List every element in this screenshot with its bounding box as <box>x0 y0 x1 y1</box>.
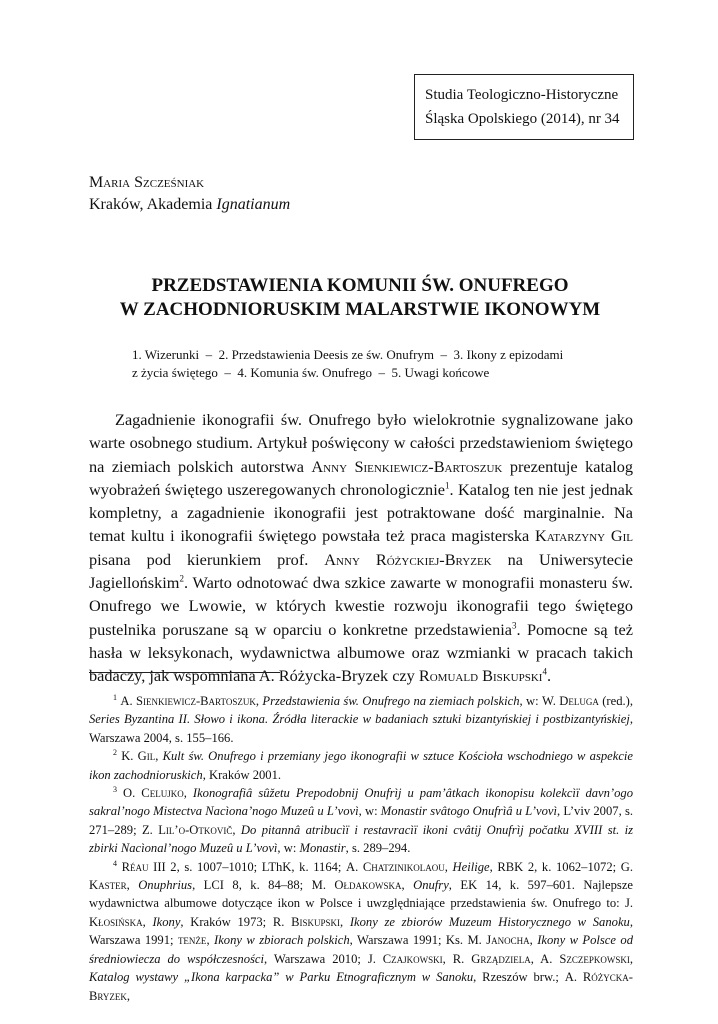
text-run: , <box>142 914 153 929</box>
text-run: , Warszawa 1991; Ks. <box>349 933 468 948</box>
text-run: , <box>155 749 163 764</box>
text-run: , Warszawa 1991; <box>89 914 633 948</box>
footnote-number: 1 <box>113 692 117 702</box>
text-run: , L’viv 2007, s. 271–289; <box>89 804 633 837</box>
text-run: , w: <box>358 804 381 819</box>
text-run: Monastir <box>299 841 346 856</box>
text-run: Zagadnienie ikonografii św. Onufrego było wielokrotnie sygnalizowane jako warte osobnego studium. Artykuł poświęcony w całości przedstawieniom świętego na ziemiach polskich autorstwa <box>89 410 633 476</box>
journal-info-box <box>414 74 634 140</box>
text-run: A. Sienkiewicz-Bartoszuk <box>120 694 256 708</box>
text-run: . <box>546 666 552 686</box>
footnote-3 <box>89 784 633 858</box>
text-run: , <box>401 878 414 893</box>
text-run: Ikony w Polsce od średniowiecza do współczesności <box>89 933 633 966</box>
text-run: Monastir svâtogo Onufrìâ u L’vovì <box>380 804 557 819</box>
text-run: , <box>206 933 214 948</box>
text-run: Do pitannâ atribucìï i restavracìï ikoni cvâtij Onufrìj počatku XVIII st. iz zbirki Nacìonal’nogo Muzeû u L’vovì <box>89 822 634 856</box>
journal-name: Studia Teologiczno-Historyczne <box>425 87 619 103</box>
text-run: Ikony ze zbiorów Muzeum Historycznego w Sanoku <box>349 914 630 929</box>
footnote-ref[interactable]: 4 <box>542 666 547 677</box>
text-run: pisana pod kierunkiem prof. <box>89 549 325 569</box>
text-run: Katalog wystawy „Ikona karpacka” w Parku Etnograficznym w Sanoku <box>89 970 474 985</box>
author-affiliation <box>89 194 290 216</box>
text-run: Z. Lil’o-Otkovič <box>141 822 233 837</box>
text-run: , <box>126 988 131 1003</box>
author-reference: Romuald Biskupski <box>418 666 543 686</box>
text-run: , w: <box>519 694 543 708</box>
text-run: , Warszawa 2004, s. 155–166. <box>89 712 633 745</box>
text-run: O. Celujko <box>123 786 184 801</box>
author-block <box>89 172 290 216</box>
footnote-number: 3 <box>113 784 117 794</box>
contents-line-2: z życia świętego – 4. Komunia św. Onufrego – 5. Uwagi końcowe <box>132 365 490 380</box>
affiliation-institution: Ignatianum <box>216 196 291 213</box>
footnote-divider <box>89 672 280 673</box>
text-run: tenże <box>177 933 207 948</box>
journal-issue: Śląska Opolskiego (2014), nr 34 <box>425 111 620 127</box>
footnote-ref[interactable]: 3 <box>511 620 517 631</box>
text-run: , <box>339 914 350 929</box>
text-run: , Kraków 2001. <box>202 767 282 782</box>
author-reference: Anny Sienkiewicz-Bartoszuk <box>311 456 503 476</box>
text-run: Onuphrius <box>138 878 193 893</box>
author-name: Maria Szcześniak <box>89 174 205 191</box>
text-run: Onufry <box>413 878 449 893</box>
text-run: J. Kłosińska <box>89 896 633 929</box>
text-run: , <box>629 951 634 966</box>
text-run: , Kraków 1973; <box>180 914 273 929</box>
text-run: III 2, s. 1007–1010; LThK, k. 1164; <box>148 859 347 874</box>
text-run: , <box>183 786 193 801</box>
text-run: K. Gil <box>121 749 156 764</box>
text-run: Przedstawienia św. Onufrego na ziemiach polskich <box>262 694 520 708</box>
text-run: , Rzeszów brw.; <box>473 970 565 985</box>
affiliation-text: Kraków, Akademia <box>89 196 217 213</box>
text-run: Ikony w zbiorach polskich <box>214 933 350 948</box>
text-run: , Warszawa 2010; <box>264 951 368 966</box>
text-run: , <box>255 694 263 708</box>
footnotes <box>89 692 633 1005</box>
body-text <box>89 408 633 688</box>
article-title <box>60 274 660 322</box>
text-run: , LCI 8, k. 84–88; <box>192 878 312 893</box>
text-run: . Warto odnotować dwa szkice zawarte w monografii monasteru św. Onufrego we Lwowie, w których kwestie rozwoju ikonografii tego świętego pustelnika poruszane są w oparciu o konkretne przedstawienia <box>89 573 633 639</box>
text-run: Heilige <box>452 859 490 874</box>
text-run: G. Kaster <box>89 859 634 893</box>
footnote-ref[interactable]: 1 <box>444 480 450 491</box>
text-run: Series Byzantina II. Słowo i ikona. Źródła literackie w badaniach sztuki bizantyńskiej i postbizantyńskiej <box>89 712 630 727</box>
text-run: , s. 289–294. <box>345 841 411 856</box>
title-line-1: PRZEDSTAWIENIA KOMUNII ŚW. ONUFREGO <box>151 275 569 296</box>
footnote-4 <box>89 858 633 1005</box>
text-run: M. Ołdakowska <box>311 878 402 893</box>
footnote-1 <box>89 692 633 747</box>
author-reference: Anny Różyckiej-Bryzek <box>324 549 492 569</box>
footnote-2 <box>89 747 633 784</box>
text-run: prezentuje katalog wyobrażeń świętego uszeregowanych chronologicznie <box>89 456 634 499</box>
text-run: W. Deluga <box>542 694 599 708</box>
text-run: , <box>444 859 453 874</box>
text-run: Kult św. Onufrego i przemiany jego ikonografii w sztuce Kościoła wschodniego w aspekcie ikon zachodnioruskich <box>89 749 633 782</box>
paragraph <box>89 408 633 688</box>
contents-line-1: 1. Wizerunki – 2. Przedstawienia Deesis ze św. Onufrym – 3. Ikony z epizodami <box>132 347 564 362</box>
title-line-2: W ZACHODNIORUSKIM MALARSTWIE IKONOWYM <box>119 299 601 320</box>
text-run: J. Czajkowski, R. Grządziela, A. Szczepkowski <box>367 951 630 966</box>
article-contents <box>132 346 632 382</box>
text-run: , RBK 2, k. 1062–1072; <box>489 859 621 874</box>
text-run: A. Różycka-Bryzek <box>89 970 634 1003</box>
text-run: Ikonografiâ sûžetu Prepodobnij Onufrìj u pam’âtkach ikonopisu kolekcìï davn’ogo sakral’nogo Mistectva Nacìona’nogo Muzeû u L’vovì <box>89 786 634 819</box>
text-run: R. Biskupski <box>272 914 340 929</box>
text-run: , w: <box>277 841 300 856</box>
footnote-number: 4 <box>113 858 117 868</box>
text-run: M. Janocha <box>467 933 530 948</box>
author-reference: Katarzyny Gil <box>534 526 633 546</box>
text-run: Ikony <box>152 914 181 929</box>
text-run: , <box>126 878 139 893</box>
text-run: . Pomocne są też hasła w leksykonach, wydawnictwa albumowe oraz wzmianki w pracach takich badaczy, jak wspomniana A. Różycka-Bryzek czy <box>89 619 633 686</box>
text-run: . Katalog ten nie jest jednak kompletny, a zagadnienie ikonografii jest potraktowane dość marginalnie. Na temat kultu i ikonografii świętego powstała też praca magisterska <box>89 479 633 546</box>
footnote-ref[interactable]: 2 <box>179 573 184 584</box>
text-run: , EK 14, k. 597–601. Najlepsze wydawnictwa albumowe dotyczące ikon w Polsce i uwzględniające przedstawienia św. Onufrego to: <box>89 878 634 911</box>
text-run: (red.), <box>598 694 633 708</box>
text-run: A. Chatzinikolaou <box>346 859 445 874</box>
text-run: na Uniwersytecie Jagiellońskim <box>89 549 633 593</box>
text-run: , <box>529 933 538 948</box>
text-run: Réau <box>121 859 149 874</box>
text-run: , <box>232 822 241 837</box>
footnote-number: 2 <box>113 748 117 758</box>
